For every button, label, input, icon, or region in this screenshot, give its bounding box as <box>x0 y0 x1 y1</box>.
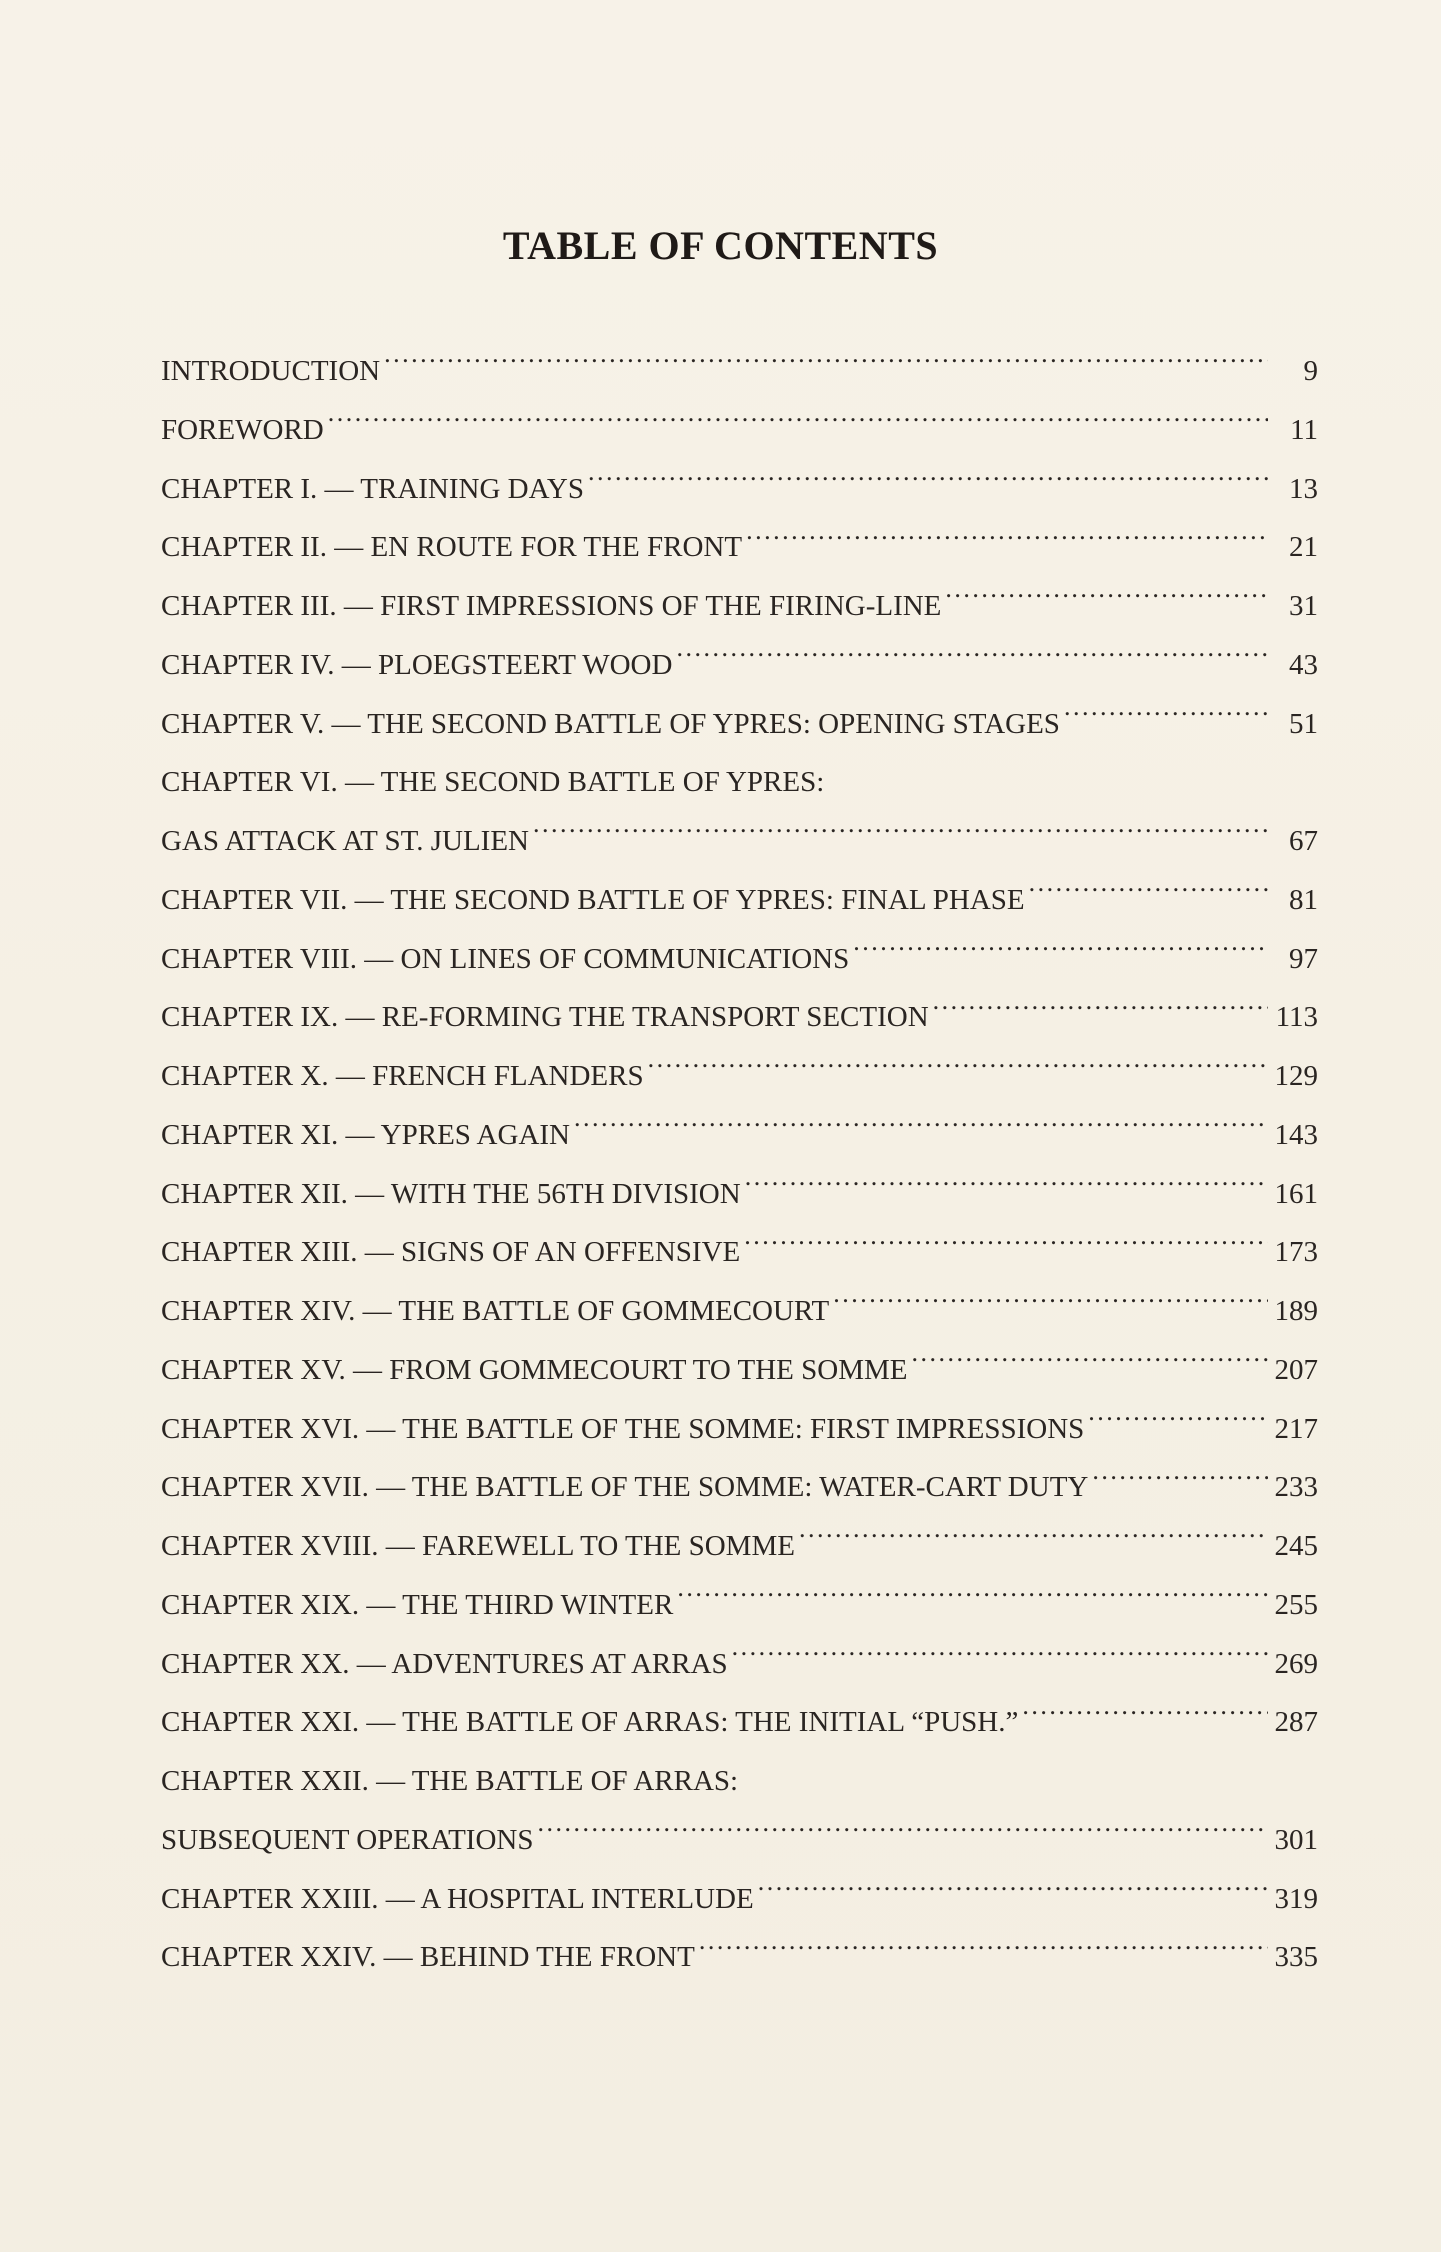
toc-entry-label: CHAPTER VII. — THE SECOND BATTLE OF YPRES: FINAL PHASE <box>161 883 1025 916</box>
toc-entry-6 <box>161 695 1318 754</box>
dot-leader <box>732 1644 1268 1673</box>
toc-entry-label: INTRODUCTION <box>161 355 381 387</box>
toc-entry-page: 113 <box>1275 1001 1318 1034</box>
toc-entry-page: 301 <box>1274 1823 1318 1856</box>
toc-entry-10 <box>161 930 1318 989</box>
dot-leader <box>677 1585 1268 1614</box>
dot-leader <box>933 997 1268 1026</box>
dot-leader <box>588 469 1268 498</box>
toc-entry-11 <box>161 988 1318 1047</box>
toc-entry-label: CHAPTER I. — TRAINING DAYS <box>161 472 584 505</box>
toc-entry-8 <box>161 812 1318 871</box>
dot-leader <box>1022 1702 1268 1731</box>
toc-entry-18 <box>161 1400 1318 1459</box>
dot-leader <box>676 645 1268 674</box>
toc-entry-page: 189 <box>1274 1295 1318 1327</box>
toc-entry-26 <box>161 1870 1318 1929</box>
toc-entry-label: CHAPTER XIV. — THE BATTLE OF GOMMECOURT <box>161 1295 830 1327</box>
toc-entry-4 <box>161 577 1318 636</box>
toc-entry-label: CHAPTER XXIII. — A HOSPITAL INTERLUDE <box>161 1882 754 1915</box>
toc-entry-label: CHAPTER XVIII. — FAREWELL TO THE SOMME <box>161 1530 795 1562</box>
toc-entry-label: CHAPTER V. — THE SECOND BATTLE OF YPRES: OPENING STAGES <box>161 707 1060 740</box>
toc-entry-page: 81 <box>1289 883 1318 916</box>
dot-leader <box>1029 880 1268 909</box>
toc-entry-label: CHAPTER VI. — THE SECOND BATTLE OF YPRES: <box>161 766 825 799</box>
dot-leader <box>1064 704 1268 733</box>
dot-leader <box>384 351 1268 380</box>
toc-entry-page: 67 <box>1289 825 1318 857</box>
dot-leader <box>1092 1467 1268 1496</box>
toc-entry-label: CHAPTER XXIV. — BEHIND THE FRONT <box>161 1941 695 1974</box>
toc-entry-label: CHAPTER XV. — FROM GOMMECOURT TO THE SOMME <box>161 1353 908 1386</box>
toc-entry-22 <box>161 1635 1318 1694</box>
dot-leader <box>533 821 1268 850</box>
toc-entry-page: 319 <box>1274 1882 1318 1915</box>
toc-entry-page: 217 <box>1274 1412 1318 1445</box>
dot-leader <box>744 1232 1268 1261</box>
toc-entry-page: 287 <box>1274 1706 1318 1739</box>
dot-leader <box>945 586 1268 615</box>
toc-entry-16 <box>161 1282 1318 1341</box>
toc-entry-label: CHAPTER IV. — PLOEGSTEERT WOOD <box>161 648 673 681</box>
toc-entry-page: 335 <box>1274 1941 1318 1974</box>
toc-entry-1 <box>161 401 1318 460</box>
toc-entry-0 <box>161 342 1318 401</box>
dot-leader <box>746 527 1268 556</box>
toc-entry-page: 161 <box>1274 1177 1318 1210</box>
toc-entry-page: 43 <box>1289 648 1318 681</box>
toc-entry-13 <box>161 1106 1318 1165</box>
toc-entry-label: SUBSEQUENT OPERATIONS <box>161 1823 534 1856</box>
dot-leader <box>328 410 1268 439</box>
dot-leader <box>537 1820 1268 1849</box>
toc-entry-3 <box>161 518 1318 577</box>
toc-entry-page: 233 <box>1274 1471 1318 1504</box>
toc-entry-page: 11 <box>1290 413 1318 446</box>
toc-entry-label: CHAPTER XIII. — SIGNS OF AN OFFENSIVE <box>161 1236 741 1269</box>
toc-entry-page: 129 <box>1274 1060 1318 1092</box>
toc-entry-page: 51 <box>1289 707 1318 740</box>
dot-leader <box>745 1174 1268 1203</box>
toc-entry-label: FOREWORD <box>161 413 324 446</box>
dot-leader <box>853 939 1268 968</box>
toc-entry-label: CHAPTER XXII. — THE BATTLE OF ARRAS: <box>161 1765 739 1797</box>
toc-entry-page: 13 <box>1289 472 1318 505</box>
dot-leader <box>648 1056 1268 1085</box>
toc-entry-23 <box>161 1693 1318 1752</box>
page-title: TABLE OF CONTENTS <box>502 223 939 268</box>
dot-leader <box>574 1115 1268 1144</box>
toc-entry-15 <box>161 1223 1318 1282</box>
toc-entry-label: CHAPTER X. — FRENCH FLANDERS <box>161 1060 644 1092</box>
toc-entry-label: GAS ATTACK AT ST. JULIEN <box>161 825 529 857</box>
toc-entry-25 <box>161 1811 1318 1870</box>
dot-leader <box>799 1526 1268 1555</box>
toc-entry-21 <box>161 1576 1318 1635</box>
dot-leader <box>833 1291 1268 1320</box>
toc-entry-2 <box>161 460 1318 519</box>
dot-leader <box>758 1879 1268 1908</box>
toc-entry-page: 255 <box>1274 1588 1318 1621</box>
toc-entry-17 <box>161 1341 1318 1400</box>
toc-entry-label: CHAPTER XVII. — THE BATTLE OF THE SOMME: WATER-CART DUTY <box>161 1471 1089 1504</box>
toc-entry-page: 21 <box>1289 531 1318 564</box>
toc-entry-label: CHAPTER II. — EN ROUTE FOR THE FRONT <box>161 531 743 564</box>
toc-entry-page: 269 <box>1274 1647 1318 1680</box>
toc-entry-label: CHAPTER IX. — RE-FORMING THE TRANSPORT SECTION <box>161 1001 929 1034</box>
toc-entry-page: 245 <box>1274 1530 1318 1562</box>
table-of-contents <box>161 342 1318 1987</box>
toc-entry-page: 143 <box>1274 1118 1318 1151</box>
dot-leader <box>911 1350 1268 1379</box>
toc-entry-page: 31 <box>1289 590 1318 622</box>
toc-entry-label: CHAPTER XXI. — THE BATTLE OF ARRAS: THE INITIAL “PUSH.” <box>161 1706 1019 1739</box>
toc-entry-24 <box>161 1752 1318 1811</box>
toc-entry-5 <box>161 636 1318 695</box>
toc-entry-page: 207 <box>1274 1353 1318 1386</box>
toc-entry-label: CHAPTER XX. — ADVENTURES AT ARRAS <box>161 1647 728 1680</box>
toc-entry-9 <box>161 871 1318 930</box>
toc-entry-label: CHAPTER VIII. — ON LINES OF COMMUNICATIONS <box>161 942 850 975</box>
toc-entry-label: CHAPTER XI. — YPRES AGAIN <box>161 1118 570 1151</box>
toc-entry-page: 9 <box>1303 355 1318 387</box>
toc-entry-label: CHAPTER XVI. — THE BATTLE OF THE SOMME: FIRST IMPRESSIONS <box>161 1412 1085 1445</box>
toc-entry-label: CHAPTER III. — FIRST IMPRESSIONS OF THE FIRING-LINE <box>161 590 942 622</box>
dot-leader <box>699 1937 1268 1966</box>
dot-leader <box>1088 1409 1268 1438</box>
toc-entry-14 <box>161 1165 1318 1224</box>
toc-entry-label: CHAPTER XIX. — THE THIRD WINTER <box>161 1588 674 1621</box>
toc-entry-page: 97 <box>1289 942 1318 975</box>
toc-entry-page: 173 <box>1274 1236 1318 1269</box>
toc-entry-7 <box>161 753 1318 812</box>
toc-entry-19 <box>161 1458 1318 1517</box>
toc-entry-27 <box>161 1928 1318 1987</box>
toc-entry-label: CHAPTER XII. — WITH THE 56TH DIVISION <box>161 1177 741 1210</box>
toc-entry-12 <box>161 1047 1318 1106</box>
toc-entry-20 <box>161 1517 1318 1576</box>
